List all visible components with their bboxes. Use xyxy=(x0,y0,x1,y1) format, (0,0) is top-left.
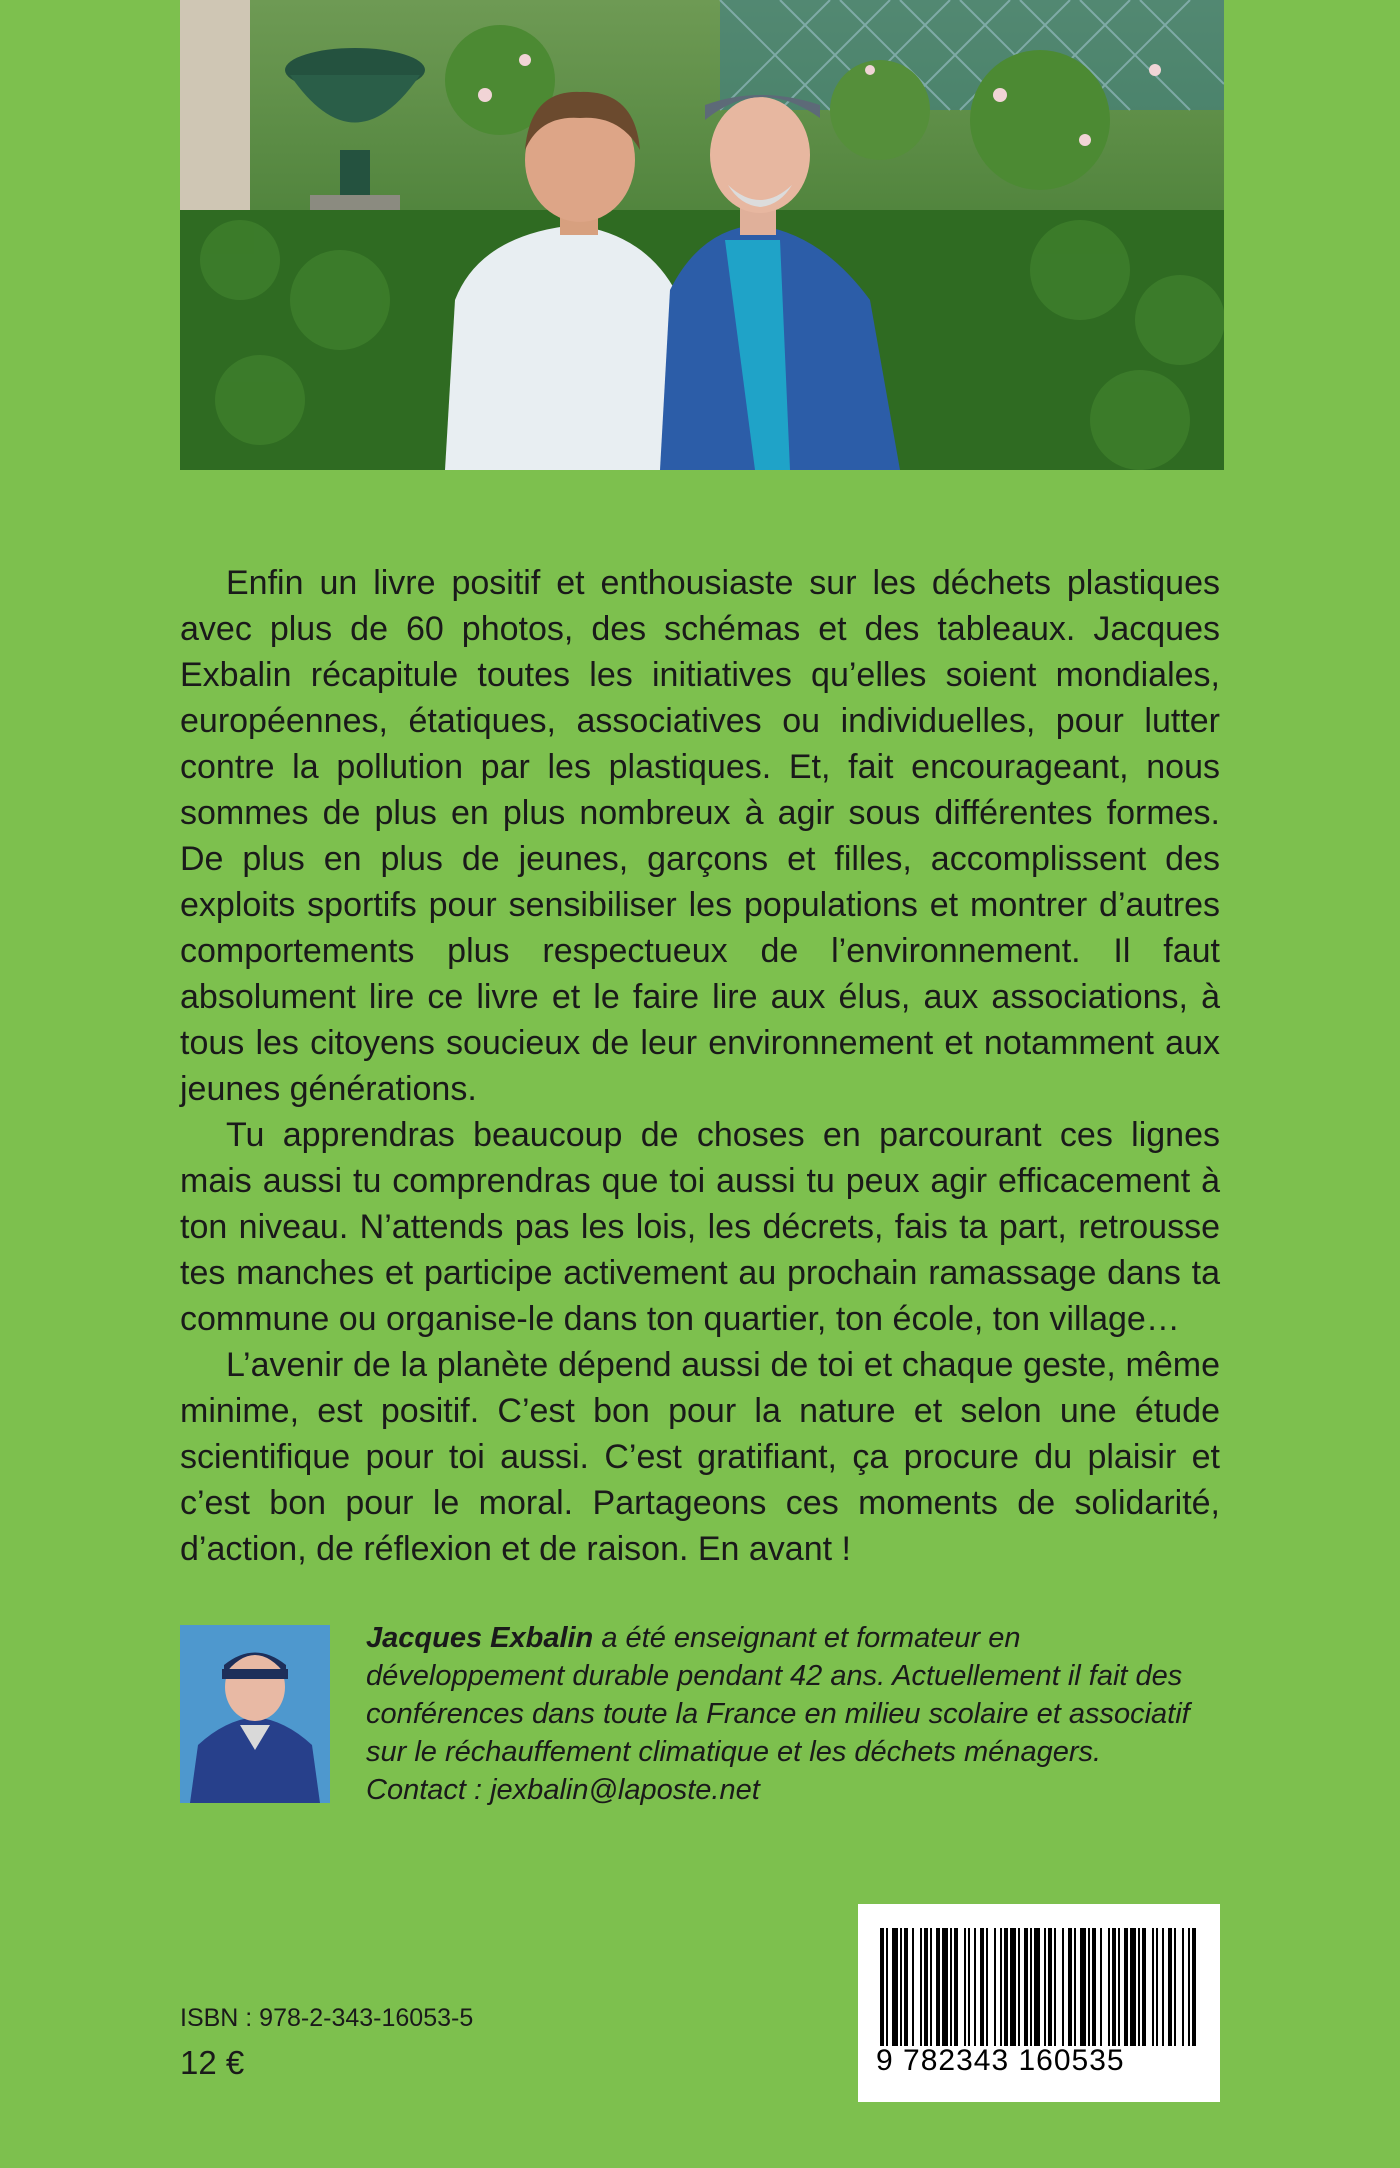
barcode-bar xyxy=(1188,1928,1190,2046)
barcode-bar xyxy=(1048,1928,1052,2046)
barcode-bar xyxy=(1100,1928,1102,2046)
barcode-bar xyxy=(892,1928,898,2046)
barcode-bar xyxy=(954,1928,958,2046)
barcode-bar xyxy=(1018,1928,1020,2046)
barcode-bar xyxy=(1162,1928,1164,2046)
price: 12 € xyxy=(180,2044,245,2081)
barcode-bar xyxy=(1010,1928,1016,2046)
author-section xyxy=(180,1622,1224,1806)
barcode-bar xyxy=(1000,1928,1002,2046)
barcode-bar xyxy=(1108,1928,1110,2046)
blurb-paragraph: Tu apprendras beaucoup de choses en parcourant ces lignes mais aussi tu comprendras que toi aussi tu peux agir efficacement à ton niveau. N’attends pas les lois, les décrets, fais ta part, retrousse tes manches et participe activement au prochain ramassage dans ta commune ou organise-le dans ton quartier, ton école, ton village… xyxy=(180,1116,1220,1338)
barcode-bar xyxy=(1054,1928,1056,2046)
barcode-bar xyxy=(880,1928,884,2046)
barcode-bar xyxy=(1182,1928,1184,2046)
barcode-bar xyxy=(1034,1928,1040,2046)
barcode-bar xyxy=(886,1928,888,2046)
barcode-bar xyxy=(1088,1928,1090,2046)
blurb-paragraph: L’avenir de la planète dépend aussi de toi et chaque geste, même minime, est positif. C’est bon pour la nature et selon une étude scientifique pour toi aussi. C’est gratifiant, ça procure du plaisir et c’est bon pour le moral. Partageons ces moments de solidarité, d’action, de réflexion et de raison. En avant ! xyxy=(180,1346,1220,1568)
author-name: Jacques Exbalin xyxy=(366,1622,594,1654)
barcode-bar xyxy=(1174,1928,1176,2046)
barcode-bar xyxy=(1062,1928,1064,2046)
barcode xyxy=(858,1904,1220,2102)
barcode-bar xyxy=(1004,1928,1008,2046)
barcode-bar xyxy=(1112,1928,1116,2046)
barcode-bar xyxy=(1156,1928,1158,2046)
blurb-paragraph: Enfin un livre positif et enthousiaste sur les déchets plastiques avec plus de 60 photos, des schémas et des tableaux. Jacques Exbalin récapitule toutes les initiatives qu’elles soient mondiales, européennes, étatiques, associatives ou individuelles, pour lutter contre la pollution par les plastiques. Et, fait encourageant, nous sommes de plus en plus nombreux à agir sous différentes formes. De plus en plus de jeunes, garçons et filles, accomplissent des exploits sportifs pour sensibiliser les populations et montrer d’autres comportements plus respectueux de l’environnement. Il faut absolument lire ce livre et le faire lire aux élus, aux associations, à tous les citoyens soucieux de leur environnement et notamment aux jeunes générations. xyxy=(180,564,1220,1108)
barcode-bar xyxy=(936,1928,940,2046)
cover-photo xyxy=(180,0,1224,470)
barcode-bar xyxy=(904,1928,908,2046)
barcode-bar xyxy=(950,1928,952,2046)
barcode-bar xyxy=(1024,1928,1028,2046)
author-bio xyxy=(366,1619,1218,1809)
barcode-digits: 9 782343 160535 xyxy=(876,2044,1125,2077)
barcode-bar xyxy=(980,1928,984,2046)
barcode-bar xyxy=(912,1928,914,2046)
barcode-bar xyxy=(1138,1928,1140,2046)
barcode-bar xyxy=(1074,1928,1076,2046)
author-contact: Contact : jexbalin@laposte.net xyxy=(366,1774,760,1806)
barcode-bar xyxy=(964,1928,966,2046)
back-cover-blurb xyxy=(180,560,1220,1572)
barcode-bar xyxy=(942,1928,948,2046)
barcode-bar xyxy=(1152,1928,1154,2046)
barcode-bar xyxy=(1044,1928,1046,2046)
barcode-bar xyxy=(1192,1928,1196,2046)
isbn: ISBN : 978-2-343-16053-5 xyxy=(180,2004,474,2032)
barcode-bar xyxy=(920,1928,922,2046)
barcode-bar xyxy=(1068,1928,1072,2046)
barcode-bar xyxy=(974,1928,976,2046)
barcode-bar xyxy=(1080,1928,1086,2046)
barcode-bars xyxy=(876,1928,1202,2046)
barcode-bar xyxy=(1092,1928,1096,2046)
barcode-bar xyxy=(1030,1928,1032,2046)
barcode-bar xyxy=(968,1928,970,2046)
barcode-bar xyxy=(1118,1928,1120,2046)
barcode-bar xyxy=(900,1928,902,2046)
barcode-bar xyxy=(924,1928,928,2046)
barcode-bar xyxy=(1130,1928,1136,2046)
barcode-bar xyxy=(1124,1928,1128,2046)
barcode-bar xyxy=(986,1928,988,2046)
barcode-bar xyxy=(1142,1928,1146,2046)
barcode-bar xyxy=(930,1928,932,2046)
author-photo xyxy=(180,1625,330,1803)
author-bio-text: a été enseignant et formateur en développement durable pendant 42 ans. Actuellement il fait des conférences dans toute la France en milieu scolaire et associatif sur le réchauffement climatique et les déchets ménagers. xyxy=(366,1622,1190,1768)
barcode-bar xyxy=(994,1928,996,2046)
barcode-bar xyxy=(1168,1928,1172,2046)
